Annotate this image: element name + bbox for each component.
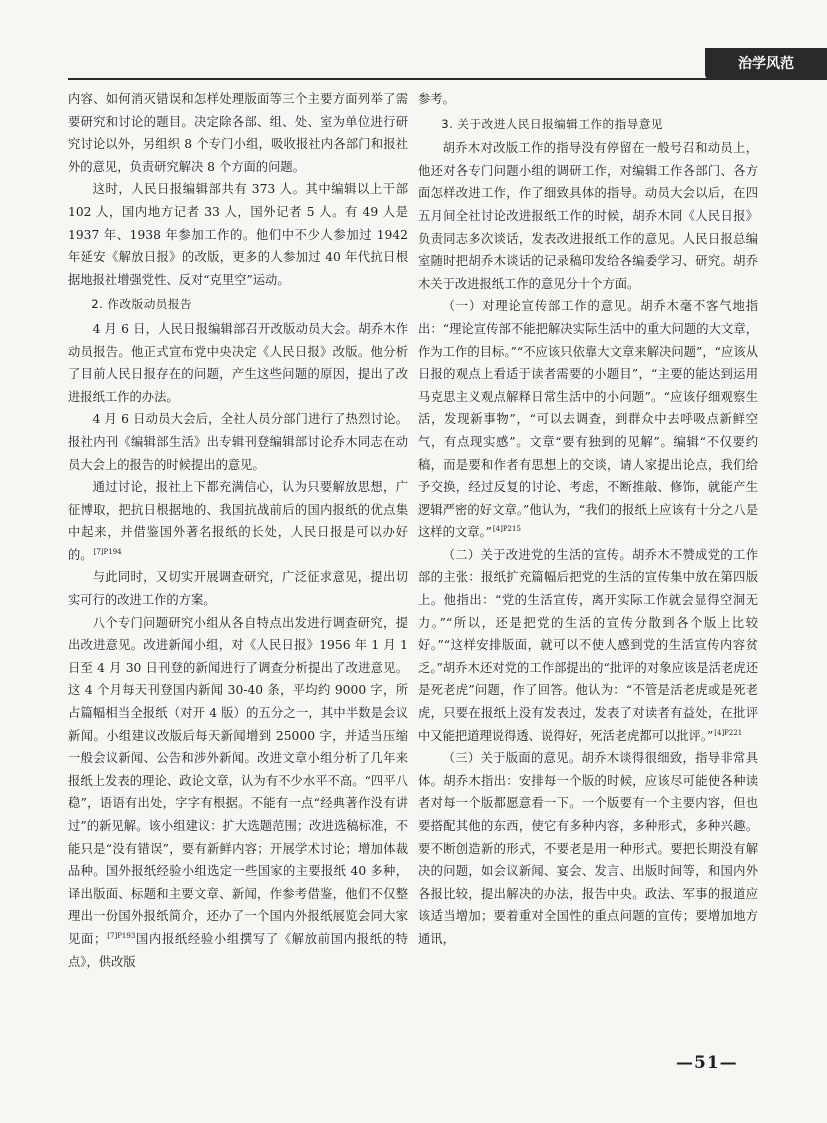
left-column <box>68 88 408 1048</box>
citation: [4]P215 <box>492 525 521 534</box>
left-paragraph-5 <box>68 476 408 566</box>
right-paragraph-3 <box>418 544 758 747</box>
page-number: —51— <box>676 1053 738 1073</box>
left-paragraph-7 <box>68 612 408 974</box>
right-column <box>418 88 758 1048</box>
left-paragraph-1: 内容、如何消灭错误和怎样处理版面等三个主要方面列举了需要研究和讨论的题目。决定除各部、组、处、室为单位进行研究讨论以外，另组织 8 个专门小组，吸收报社内各部门和报社外的意见，负责研究解决 8 个方面的问题。 <box>68 92 408 174</box>
header-rule <box>68 78 717 80</box>
running-header <box>0 48 827 82</box>
section-heading-2: 2. 作改版动员报告 <box>91 297 193 312</box>
paragraph-text: 通过讨论，报社上下都充满信心，认为只要解放思想，广征博取，把抗日根据地的、我国抗战前后的国内报纸的优点集中起来，并借鉴国外著名报纸的长处，人民日报是可以办好的。 <box>68 480 408 562</box>
right-paragraph-2 <box>418 295 758 544</box>
paragraph-text: 八个专门问题研究小组从各自特点出发进行调查研究，提出改进意见。改进新闻小组，对《人民日报》1956 年 1 月 1 日至 4 月 30 日刊登的新闻进行了调查分析提出了改进意见。这 4 个月每天刊登国内新闻 30-40 条，平均约 9000 字，所占篇幅相当全报纸（对开 4 版）的五分之一，其中半数是会议新闻。小组建议改版后每天新闻增到 25000 字，并适当压缩一般会议新闻、公告和涉外新闻。改进文章小组分析了几年来报纸上发表的理论、政论文章，认为有不少水平不高。“四平八稳”，语语有出处，字字有根据。不能有一点“经典著作没有讲过”的新见解。该小组建议：扩大选题范围；改进选稿标准，不能只是“没有错误”，要有新鲜内容；开展学术讨论；增加体裁品种。国外报纸经验小组选定一些国家的主要报纸 40 多种，译出版面、标题和主要文章、新闻，作参考借鉴，他们不仅整理出一份国外报纸简介，还办了一个国内外报纸展览会同大家见面； <box>68 615 408 946</box>
left-paragraph-6: 与此同时，又切实开展调查研究，广泛征求意见，提出切实可行的改进工作的方案。 <box>68 570 408 608</box>
right-paragraph-4: （三）关于版面的意见。胡乔木谈得很细致，指导非常具体。胡乔木指出：安排每一个版的时候，应该尽可能使各种读者对每一个版都愿意看一下。一个版要有一个主要内容，但也要搭配其他的东西，使它有多种内容，多种形式，多种兴趣。要不断创造新的形式，不要老是用一种形式。要把长期没有解决的问题，如会议新闻、宴会、发言、出版时间等，和国内外各报比较，提出解决的办法，报告中央。政法、军事的报道应该适当增加；要着重对全国性的重点问题的宣传；要增加地方通讯， <box>418 751 758 946</box>
right-paragraph-0: 参考。 <box>418 92 455 106</box>
citation: [7]P194 <box>93 547 122 556</box>
citation: [7]P193 <box>107 931 136 940</box>
left-paragraph-2: 这时，人民日报编辑部共有 373 人。其中编辑以上干部 102 人，国内地方记者 33 人，国外记者 5 人。有 49 人是 1937 年、1938 年参加工作的。他们中不少人参加过 1942 年延安《解放日报》的改版，更多的人参加过 40 年代抗日根据地报社增强党性、反对“克里空”运动。 <box>68 182 408 287</box>
left-paragraph-4: 4 月 6 日动员大会后，全社人员分部门进行了热烈讨论。报社内刊《编辑部生活》出专辑刊登编辑部讨论乔木同志在动员大会上的报告的时候提出的意见。 <box>68 412 408 472</box>
paragraph-text: （一）对理论宣传部工作的意见。胡乔木毫不客气地指出：“理论宣传部不能把解决实际生活中的重大问题的大文章，作为工作的目标。”“不应该只依靠大文章来解决问题”，“应该从日报的观点上看适于读者需要的小题目”，“主要的能达到运用马克思主义观点解释日常生活中的小问题”。“应该仔细观察生活，发现新事物”，“可以去调查，到群众中去呼吸点新鲜空气，有点现实感”。文章“要有独到的见解”。编辑“不仅要约稿，而是要和作者有思想上的交谈，请人家提出论点，我们给予交换，经过反复的讨论、考虑，不断推敲、修饰，就能产生逻辑严密的好文章。”他认为，“我们的报纸上应该有十分之八是这样的文章。” <box>418 299 758 540</box>
citation: [4]P221 <box>714 728 743 737</box>
paragraph-text-tail: 国内报纸经验小组撰写了《解放前国内报纸的特点》，供改版 <box>68 931 408 969</box>
section-title-tab: 治学风范 <box>705 48 827 80</box>
section-heading-3: 3. 关于改进人民日报编辑工作的指导意见 <box>441 116 664 131</box>
paragraph-text: （二）关于改进党的生活的宣传。胡乔木不赞成党的工作部的主张：报纸扩充篇幅后把党的生活的宣传集中放在第四版上。他指出：“党的生活宣传，离开实际工作就会显得空洞无力。”“所以，还是把党的生活的宣传分散到各个版上比较好。”“这样安排版面，就可以不使人感到党的生活宣传内容贫乏。”胡乔木还对党的工作部提出的“批评的对象应该是活老虎还是死老虎”问题，作了回答。他认为：“不管是活老虎或是死老虎，只要在报纸上没有发表过，发表了对读者有益处，在批评中又能把道理说得透、说得好，死活老虎都可以批评。” <box>418 547 758 743</box>
left-paragraph-3: 4 月 6 日，人民日报编辑部召开改版动员大会。胡乔木作动员报告。他正式宣布党中央决定《人民日报》改版。他分析了目前人民日报存在的问题，产生这些问题的原因，提出了改进报纸工作的办法。 <box>68 321 408 404</box>
right-paragraph-1: 胡乔木对改版工作的指导没有停留在一般号召和动员上，他还对各专门问题小组的调研工作，对编辑工作各部门、各方面怎样改进工作，作了细致具体的指导。动员大会以后，在四五月间全社讨论改进报纸工作的时候，胡乔木同《人民日报》负责同志多次谈话，发表改进报纸工作的意见。人民日报总编室随时把胡乔木谈话的记录稿印发给各编委学习、研究。胡乔木关于改进报纸工作的意见分十个方面。 <box>418 141 758 291</box>
